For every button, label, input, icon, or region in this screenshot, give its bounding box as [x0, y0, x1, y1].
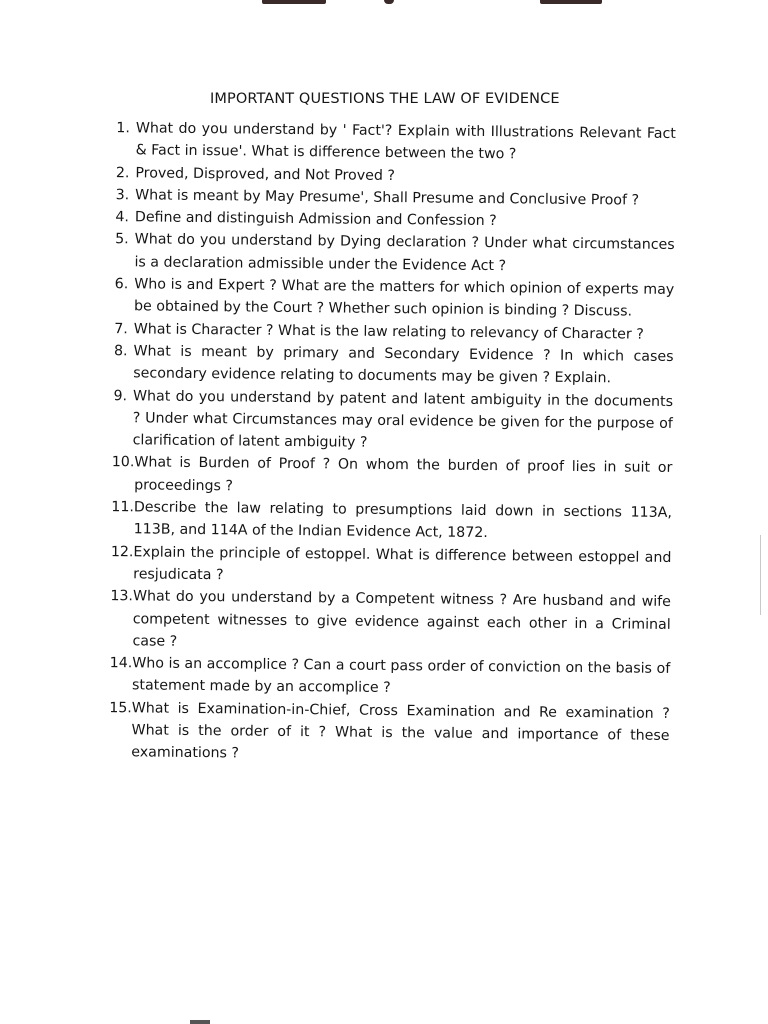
question-item: [100, 585, 671, 658]
question-item: [102, 496, 672, 547]
question-number: 4.: [115, 209, 130, 226]
question-item: [103, 340, 673, 391]
scan-artifact: [262, 0, 326, 4]
question-text: Who is and Expert ? What are the matters for which opinion of experts may be obtained by the Court ? Whether such opinion is binding ? Discuss.: [133, 276, 675, 320]
question-number: 7.: [114, 320, 128, 337]
question-number: 9.: [113, 387, 128, 404]
question-text: Explain the principle of estoppel. What is difference between estoppel and resjudicata ?: [133, 543, 672, 584]
question-text: What do you understand by ' Fact'? Explain with Illustrations Relevant Fact & Fact in issue'. What is difference between the two ?: [135, 120, 676, 163]
question-text: What is meant by May Presume', Shall Presume and Conclusive Proof ?: [135, 187, 640, 209]
page-title: IMPORTANT QUESTIONS THE LAW OF EVIDENCE: [210, 91, 560, 107]
question-number: 1.: [116, 120, 130, 137]
question-number: 3.: [115, 186, 130, 204]
question-text: What is Character ? What is the law relating to relevancy of Character ?: [133, 320, 644, 343]
question-item: [104, 273, 674, 324]
question-number: 12.: [110, 543, 134, 560]
question-text: Describe the law relating to presumptions laid down in sections 113A, 113B, and 114A of the Indian Evidence Act, 1872.: [133, 499, 672, 542]
question-text: What do you understand by a Competent witness ? Are husband and wife competent witnesses to give evidence against each other in a Criminal case ?: [132, 588, 672, 650]
question-text: Define and distinguish Admission and Confession ?: [134, 209, 497, 230]
scan-artifact: [384, 0, 394, 4]
scan-edge-line: [760, 535, 761, 615]
question-item: [101, 541, 671, 592]
question-text: What do you understand by patent and latent ambiguity in the documents ? Under what Circumstances may oral evidence be given for the purpose of clarification of latent ambiguity ?: [132, 387, 674, 451]
question-text: What is Burden of Proof ? On whom the burden of proof lies in suit or proceedings ?: [134, 454, 673, 495]
question-number: 6.: [114, 276, 129, 293]
question-number: 2.: [115, 164, 130, 181]
question-item: [102, 385, 673, 458]
question-text: What is Examination-in-Chief, Cross Examination and Re examination ? What is the order of it ? What is the value and importance of these examinations ?: [131, 700, 670, 762]
scan-artifact: [190, 1020, 210, 1024]
question-number: 15.: [109, 699, 132, 717]
question-number: 10.: [111, 454, 135, 471]
question-text: Proved, Disproved, and Not Proved ?: [135, 164, 396, 184]
question-text: What do you understand by Dying declaration ? Under what circumstances is a declaration admissible under the Evidence Act ?: [134, 231, 675, 274]
question-number: 13.: [110, 588, 134, 605]
question-number: 5.: [115, 231, 129, 248]
question-number: 8.: [113, 343, 128, 360]
question-number: 14.: [109, 655, 133, 672]
question-item: [99, 697, 670, 770]
question-item: [102, 451, 672, 502]
scan-artifact: [540, 0, 602, 4]
question-item: [106, 117, 676, 168]
question-number: 11.: [111, 499, 134, 516]
question-text: Who is an accomplice ? Can a court pass order of conviction on the basis of statement made by an accomplice ?: [131, 655, 671, 697]
question-list: [99, 117, 676, 770]
question-text: What is meant by primary and Secondary Evidence ? In which cases secondary evidence relating to documents may be given ? Explain.: [133, 343, 674, 387]
question-item: [104, 228, 674, 279]
question-item: [100, 652, 670, 703]
